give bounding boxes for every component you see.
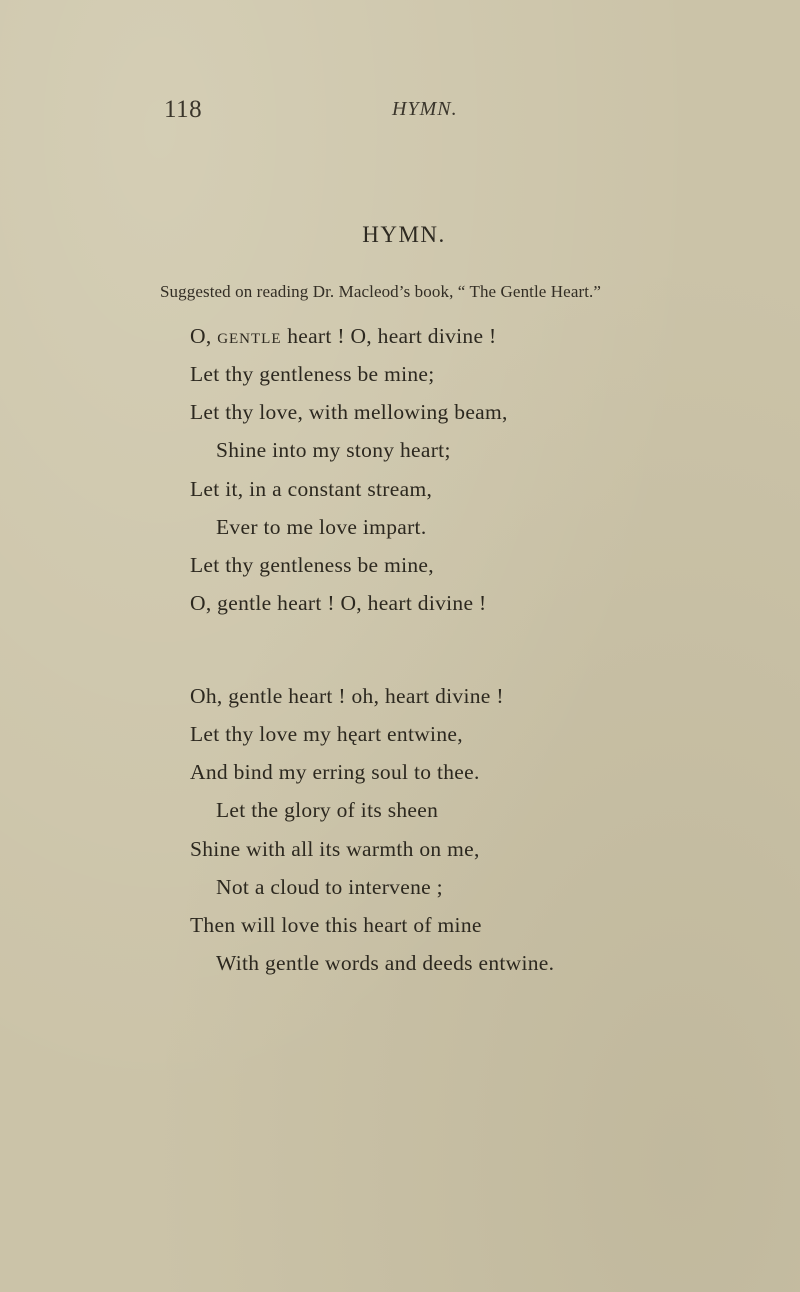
verse-line [190, 326, 496, 348]
verse-line: With gentle words and deeds entwine. [216, 951, 555, 975]
verse-line: Let thy love my hęart entwine, [190, 722, 463, 746]
verse-line: Let the glory of its sheen [216, 798, 439, 822]
verse-line: Shine with all its warmth on me, [190, 837, 480, 861]
verse-line-lead: O, [190, 324, 218, 348]
running-title: HYMN. [392, 98, 458, 120]
verse-line: Then will love this heart of mine [190, 913, 482, 937]
verse-line: Not a cloud to intervene ; [216, 875, 443, 899]
verse-line: Shine into my stony heart; [216, 438, 451, 462]
hymn-subtitle: Suggested on reading Dr. Macleod’s book, “ The Gentle Heart.” [160, 282, 602, 301]
verse-line: Let it, in a constant stream, [190, 477, 433, 501]
running-head [0, 96, 800, 136]
verse-line: Let thy gentleness be mine, [190, 553, 434, 577]
page-number: 118 [164, 96, 203, 123]
verse-line-rest: heart ! O, heart divine ! [281, 324, 497, 348]
verse-line: O, gentle heart ! O, heart divine ! [190, 591, 487, 615]
verse-line: And bind my erring soul to thee. [190, 760, 480, 784]
verse-line-smallcaps: gentle [217, 324, 282, 348]
verse-line: Let thy gentleness be mine; [190, 362, 435, 386]
hymn-title: HYMN. [362, 222, 446, 247]
verse-line: Let thy love, with mellowing beam, [190, 400, 508, 424]
verse-line: Ever to me love impart. [216, 515, 427, 539]
verse-line: Oh, gentle heart ! oh, heart divine ! [190, 684, 504, 708]
